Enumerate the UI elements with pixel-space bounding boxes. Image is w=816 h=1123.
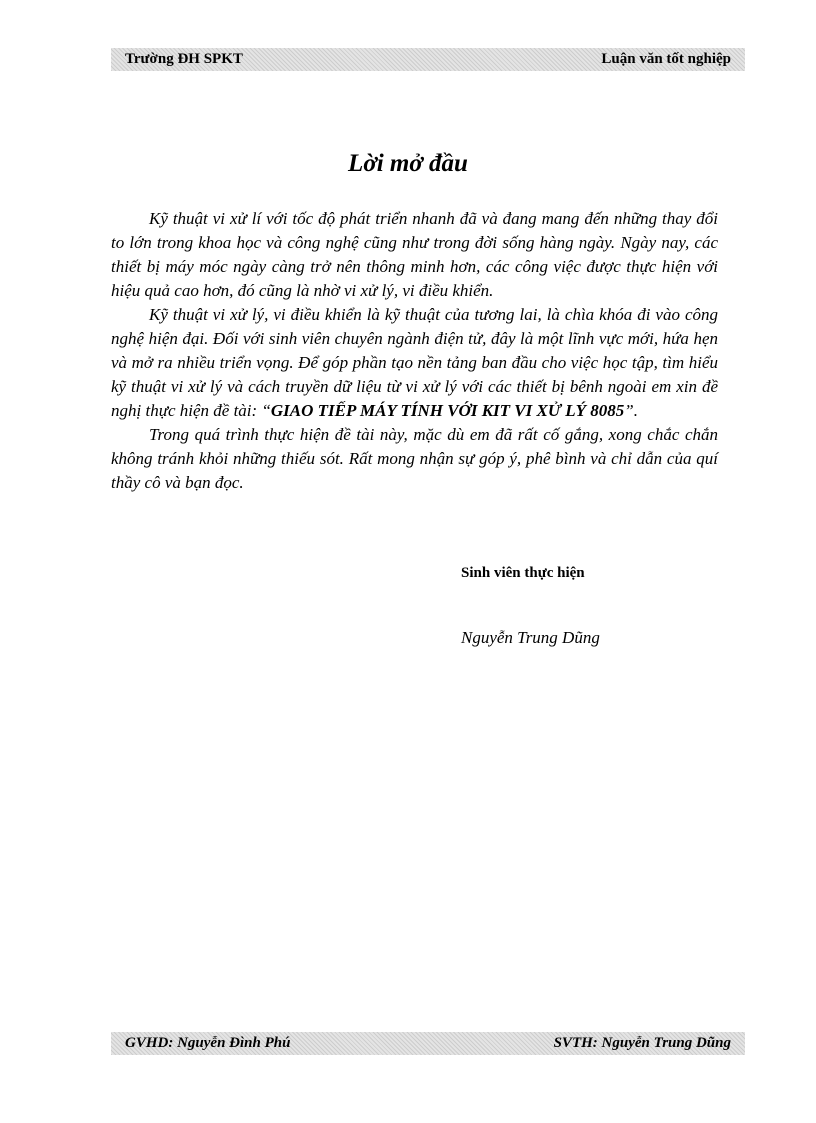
paragraph-2 <box>111 303 718 423</box>
page-title: Lời mở đầu <box>348 150 468 177</box>
page-header <box>111 48 745 71</box>
quote-close: ”. <box>624 401 638 420</box>
preface-body <box>111 207 718 495</box>
footer-advisor: GVHD: Nguyễn Đình Phú <box>125 1035 291 1051</box>
paragraph-3: Trong quá trình thực hiện đề tài này, mặc dù em đã rất cố gắng, xong chắc chắn không tránh khỏi những thiếu sót. Rất mong nhận sự góp ý, phê bình và chỉ dẫn của quí thầy cô và bạn đọc. <box>111 425 718 492</box>
header-doc-type: Luận văn tốt nghiệp <box>601 51 731 67</box>
signature-name: Nguyễn Trung Dũng <box>461 628 600 647</box>
paragraph-1: Kỹ thuật vi xử lí với tốc độ phát triển nhanh đã và đang mang đến những thay đổi to lớn trong khoa học và công nghệ cũng như trong đời sống hàng ngày. Ngày nay, các thiết bị máy móc ngày càng trở nên thông minh hơn, các công việc được thực hiện với hiệu quả cao hơn, đó cũng là nhờ vi xử lý, vi điều khiển. <box>111 209 718 300</box>
thesis-topic: GIAO TIẾP MÁY TÍNH VỚI KIT VI XỬ LÝ 8085 <box>270 401 625 420</box>
header-school: Trường ĐH SPKT <box>125 51 243 67</box>
paragraph-2-text: Kỹ thuật vi xử lý, vi điều khiển là kỹ thuật của tương lai, là chìa khóa đi vào công nghệ hiện đại. Đối với sinh viên chuyên ngành điện tử, đây là một lĩnh vực mới, hứa hẹn và mở ra nhiều triển vọng. Để góp phần tạo nền tảng ban đầu cho việc học tập, tìm hiểu kỹ thuật vi xử lý và cách truyền dữ liệu từ vi xử lý với các thiết bị bênh ngoài em xin đề nghị thực hiện đề tài: <box>111 305 718 420</box>
page-footer <box>111 1032 745 1055</box>
signature-role: Sinh viên thực hiện <box>461 565 585 581</box>
quote-open: “ <box>261 401 271 420</box>
footer-student: SVTH: Nguyễn Trung Dũng <box>553 1035 731 1051</box>
